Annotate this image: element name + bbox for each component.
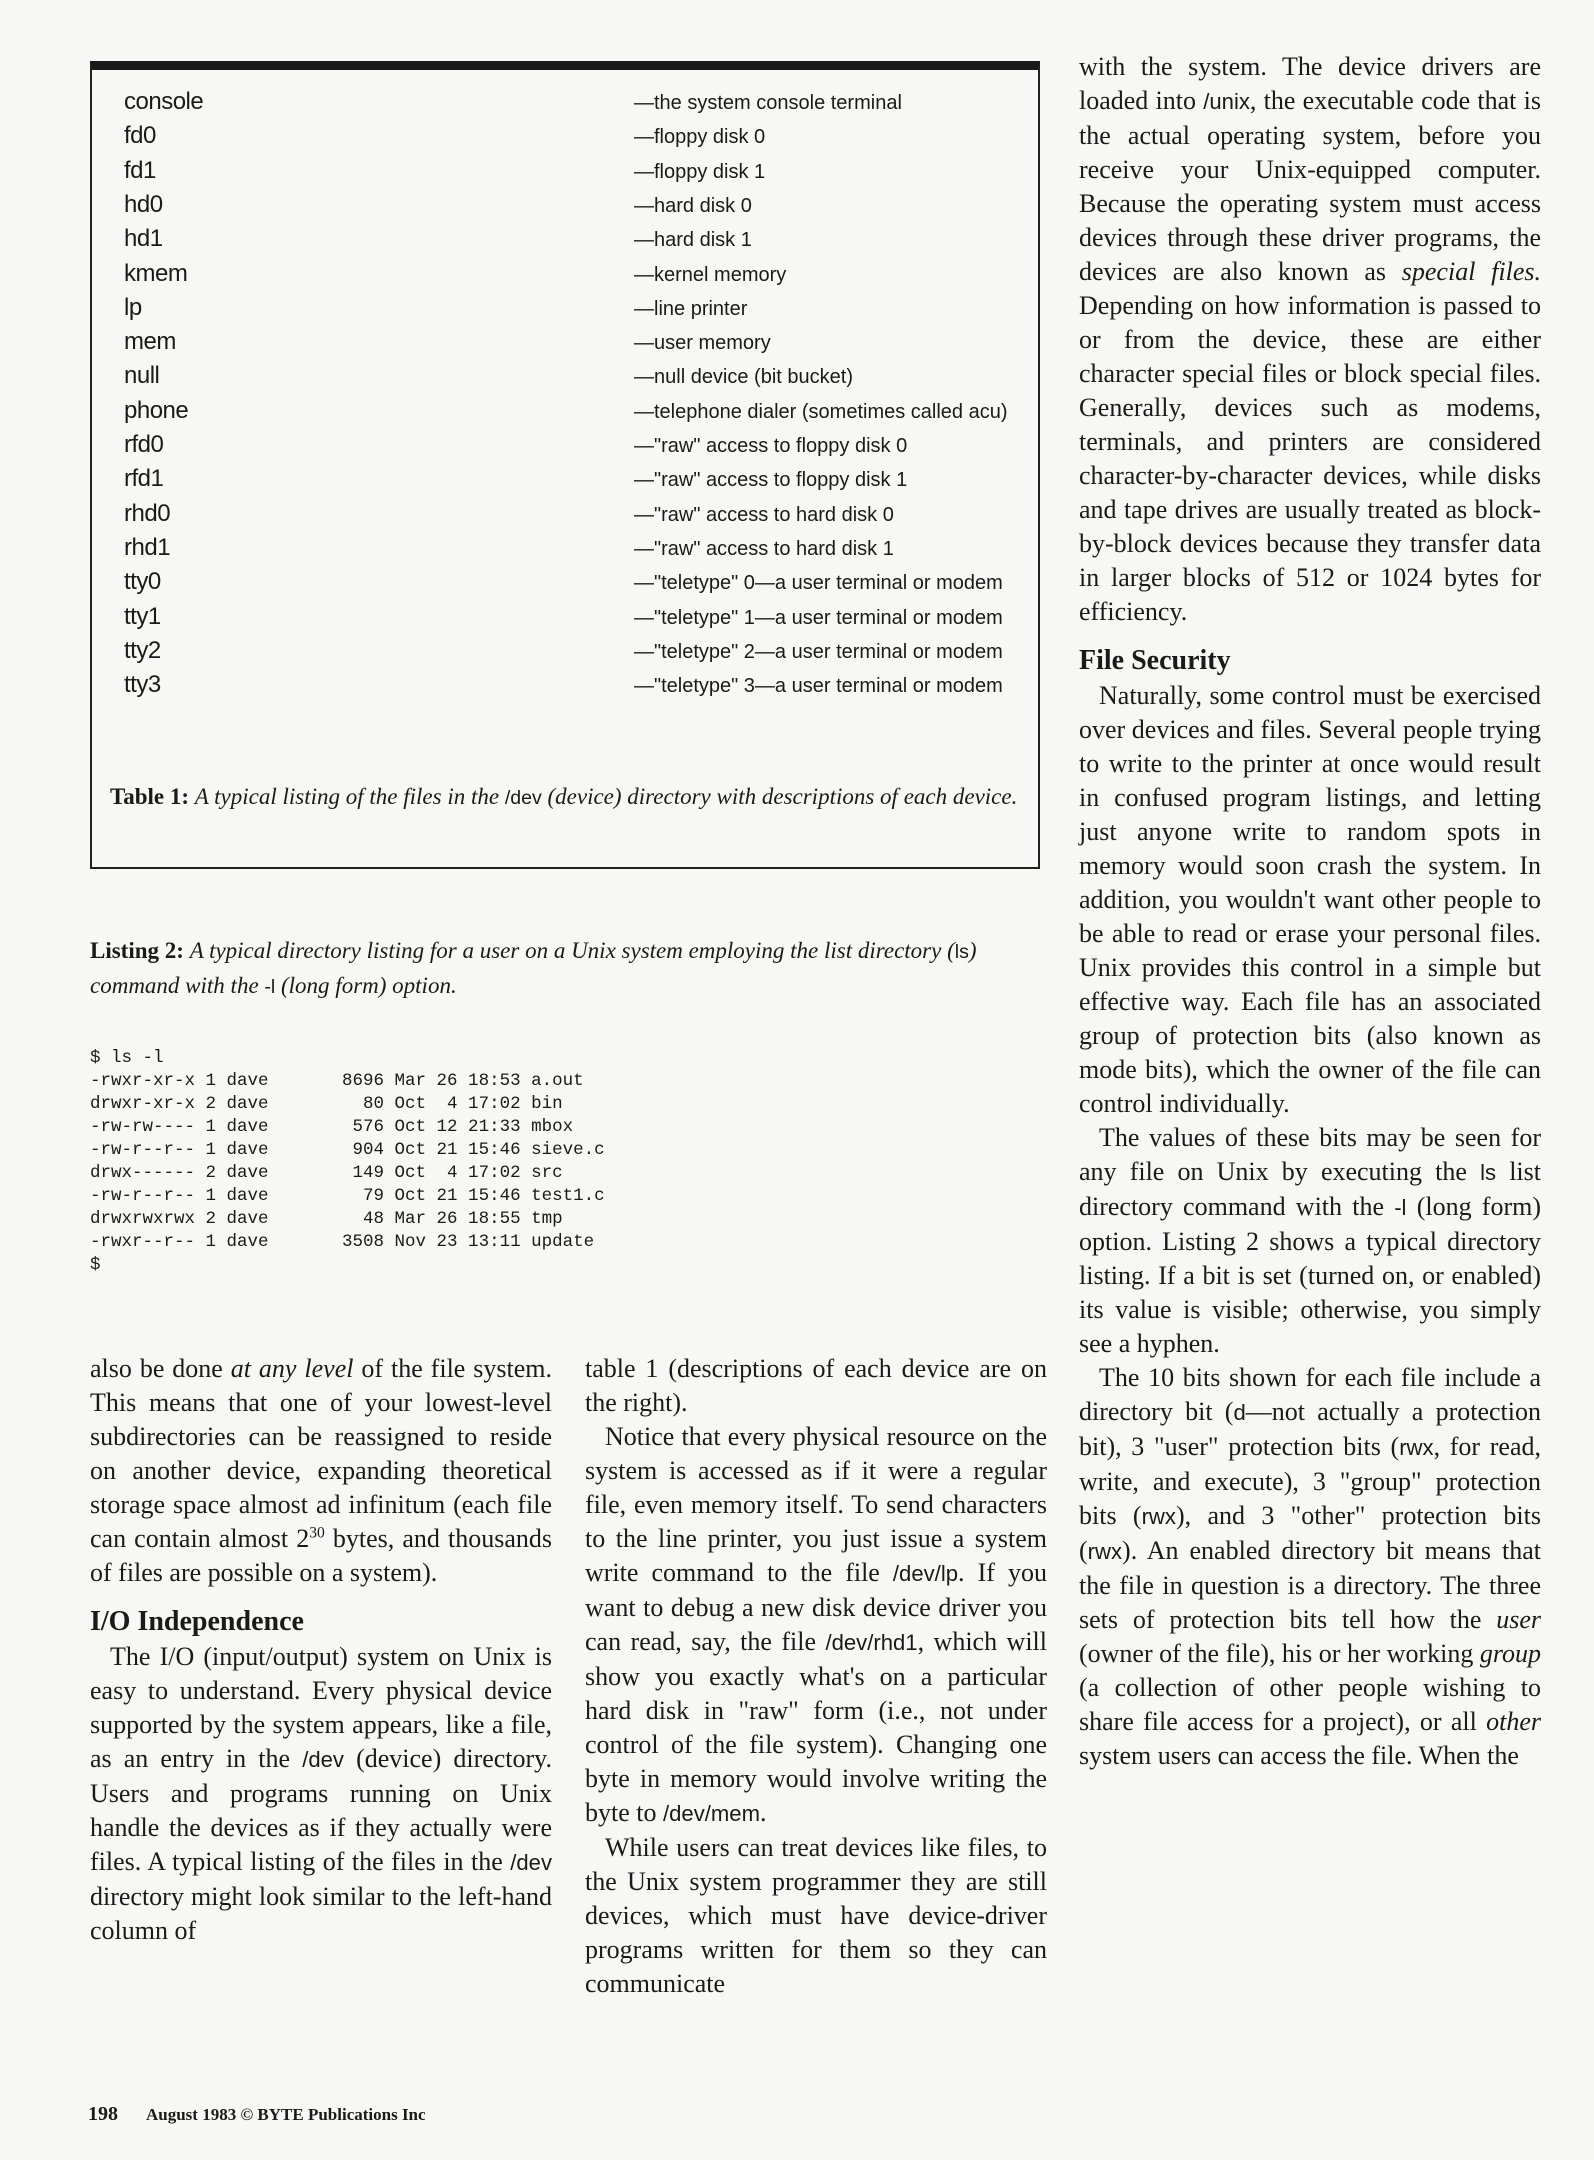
text-run: /dev/rhd1 bbox=[825, 1630, 918, 1655]
text-run: /unix bbox=[1203, 89, 1250, 114]
paragraph bbox=[585, 1420, 1047, 1831]
device-description: —"teletype" 2—a user terminal or modem bbox=[634, 640, 1003, 663]
table-row bbox=[124, 465, 1024, 499]
device-description: —kernel memory bbox=[634, 263, 787, 286]
section-heading bbox=[1079, 643, 1541, 679]
table-row bbox=[124, 637, 1024, 671]
section-heading bbox=[90, 1604, 552, 1640]
table-row bbox=[124, 294, 1024, 328]
paragraph bbox=[585, 1352, 1047, 1420]
table-row bbox=[124, 191, 1024, 225]
device-name: tty2 bbox=[124, 636, 161, 664]
text-run: (owner of the file), his or her working bbox=[1079, 1639, 1480, 1668]
table-1-caption bbox=[110, 780, 1020, 815]
device-name: mem bbox=[124, 328, 176, 356]
device-name: kmem bbox=[124, 259, 188, 287]
listing-2-code bbox=[90, 1047, 605, 1277]
device-name: console bbox=[124, 88, 204, 115]
table-row bbox=[124, 500, 1024, 534]
text-run: rwx bbox=[1087, 1539, 1123, 1564]
paragraph bbox=[1079, 1121, 1541, 1361]
table-row bbox=[124, 88, 1024, 122]
paragraph bbox=[1079, 1361, 1541, 1773]
listing-line: $ ls -l bbox=[90, 1048, 164, 1068]
paragraph bbox=[585, 1831, 1047, 2001]
table-row bbox=[124, 431, 1024, 465]
device-description: —"teletype" 3—a user terminal or modem bbox=[634, 675, 1003, 698]
text-run: /dev bbox=[510, 1850, 552, 1875]
table-row bbox=[124, 534, 1024, 568]
text-run: Listing 2: bbox=[90, 938, 190, 963]
text-run: at any level bbox=[230, 1354, 354, 1383]
text-run: Naturally, some control must be exercised over devices and files. Several people trying to write to the printer at once would result in confused program listings, and letting just anyone write to random spots in memory would soon crash the system. In addition, you wouldn't want other people to be able to read or erase your personal files. Unix provides this control in a simple but effective way. Each file has an associated group of protection bits (also known as mode bits), which the owner of the file can control individually. bbox=[1079, 681, 1541, 1118]
device-name: tty1 bbox=[124, 602, 161, 630]
device-name: tty0 bbox=[124, 568, 161, 596]
text-run: ls bbox=[1480, 1160, 1497, 1185]
page-number: 198 bbox=[88, 2103, 118, 2125]
page-footer bbox=[88, 2103, 426, 2126]
device-description: —line printer bbox=[634, 297, 748, 320]
listing-line: -rw-r--r-- 1 dave 904 Oct 21 15:46 sieve.c bbox=[90, 1140, 605, 1160]
device-name: lp bbox=[124, 293, 142, 321]
text-run: of the file system. This means that one of your lowest-level subdirectories can be reassigned to reside on another device, expanding theoretical storage space almost ad infinitum (each file can contain almost 2 bbox=[90, 1354, 552, 1553]
text-run: Depending on how information is passed to or from the device, these are either character special files or block special files. Generally, devices such as modems, terminals, and printers are considered character-by-character devices, while disks and tape drives are usually treated as block-by-block devices because they transfer data in larger blocks of 512 or 1024 bytes for efficiency. bbox=[1079, 291, 1541, 626]
text-run: File Security bbox=[1079, 645, 1231, 676]
text-run: (a collection of other people wishing to share file access for a project), or all bbox=[1079, 1673, 1541, 1736]
listing-line: $ bbox=[90, 1255, 101, 1275]
device-name: rfd1 bbox=[124, 465, 164, 493]
text-run: /dev bbox=[504, 787, 542, 809]
body-column-3 bbox=[1079, 50, 1541, 1773]
text-run: The I/O (input/output) system on Unix is easy to understand. Every physical device supported by the system appears, like a file, as an entry in the bbox=[90, 1642, 552, 1773]
text-run: (long form) option. bbox=[275, 973, 457, 998]
body-column-2 bbox=[585, 1352, 1047, 2001]
text-run: /dev/lp bbox=[892, 1561, 959, 1586]
device-name: hd0 bbox=[124, 190, 163, 218]
table-row bbox=[124, 568, 1024, 602]
text-run: special files. bbox=[1401, 257, 1541, 286]
listing-2-caption bbox=[90, 934, 1045, 1004]
device-description: —hard disk 1 bbox=[634, 229, 752, 252]
table-row bbox=[124, 397, 1024, 431]
text-run: table 1 (descriptions of each device are on the right). bbox=[585, 1354, 1047, 1417]
text-run: (long form) option. Listing 2 shows a typical directory listing. If a bit is set (turned on, or enabled) its value is visible; otherwise, you simply see a hyphen. bbox=[1079, 1192, 1541, 1358]
text-run: rwx bbox=[1141, 1504, 1176, 1529]
text-run: , for read, write, and execute), 3 "group" protection bits ( bbox=[1079, 1432, 1541, 1530]
text-run: also be done bbox=[90, 1354, 231, 1383]
text-run: , which will show you exactly what's on a particular hard disk in "raw" form (i.e., not under control of the file system). Changing one byte in memory would involve writing the byte to bbox=[585, 1627, 1047, 1827]
text-run: user bbox=[1496, 1605, 1541, 1634]
device-name: rhd1 bbox=[124, 533, 171, 561]
device-description: —null device (bit bucket) bbox=[634, 366, 853, 389]
text-run: The 10 bits shown for each file include a directory bit ( bbox=[1079, 1363, 1541, 1426]
publication-line: August 1983 © BYTE Publications Inc bbox=[146, 2105, 426, 2124]
text-run: , the executable code that is the actual operating system, before you receive your Unix-equipped computer. Because the operating system must access devices through these driver programs, the devices are also known as bbox=[1079, 86, 1541, 286]
text-run: A typical listing of the files in the bbox=[194, 784, 505, 809]
device-description: —floppy disk 0 bbox=[634, 126, 766, 149]
paragraph bbox=[90, 1352, 552, 1590]
table-row bbox=[124, 260, 1024, 294]
device-description: —"raw" access to hard disk 0 bbox=[634, 503, 894, 526]
device-description: —telephone dialer (sometimes called acu) bbox=[634, 400, 1008, 423]
table-row bbox=[124, 122, 1024, 156]
listing-line: drwx------ 2 dave 149 Oct 4 17:02 src bbox=[90, 1163, 563, 1183]
text-run: 30 bbox=[309, 1524, 325, 1542]
text-run: d bbox=[1233, 1400, 1246, 1425]
text-run: directory might look similar to the left-hand column of bbox=[90, 1882, 552, 1945]
table-1 bbox=[90, 61, 1040, 869]
device-name: tty3 bbox=[124, 671, 161, 699]
paragraph bbox=[1079, 679, 1541, 1121]
device-description: —hard disk 0 bbox=[634, 194, 752, 217]
text-run: -l bbox=[1394, 1195, 1407, 1220]
listing-line: -rw-r--r-- 1 dave 79 Oct 21 15:46 test1.c bbox=[90, 1186, 605, 1206]
listing-line: -rwxr--r-- 1 dave 3508 Nov 23 13:11 update bbox=[90, 1232, 595, 1252]
table-row bbox=[124, 362, 1024, 396]
text-run: ls bbox=[954, 941, 969, 963]
device-name: rhd0 bbox=[124, 499, 171, 527]
device-description: —"raw" access to floppy disk 0 bbox=[634, 435, 908, 457]
listing-line: drwxrwxrwx 2 dave 48 Mar 26 18:55 tmp bbox=[90, 1209, 563, 1229]
text-run: with the system. The device drivers are loaded into bbox=[1079, 52, 1541, 115]
device-description: —user memory bbox=[634, 332, 771, 355]
text-run: The values of these bits may be seen for any file on Unix by executing the bbox=[1079, 1123, 1541, 1186]
text-run: . bbox=[760, 1798, 767, 1827]
text-run: . If you want to debug a new disk device driver you can read, say, the file bbox=[585, 1558, 1047, 1656]
device-description: —the system console terminal bbox=[634, 92, 902, 114]
text-run: ), and 3 "other" protection bits ( bbox=[1079, 1501, 1541, 1565]
body-column-1 bbox=[90, 1352, 552, 1948]
device-description: —floppy disk 1 bbox=[634, 160, 766, 183]
listing-line: -rwxr-xr-x 1 dave 8696 Mar 26 18:53 a.out bbox=[90, 1071, 584, 1091]
text-run: Notice that every physical resource on the system is accessed as if it were a regular file, even memory itself. To send characters to the line printer, you just issue a system write command to the file bbox=[585, 1422, 1047, 1587]
listing-line: -rw-rw---- 1 dave 576 Oct 12 21:33 mbox bbox=[90, 1117, 574, 1137]
text-run: Table 1: bbox=[110, 784, 195, 809]
text-run: other bbox=[1486, 1707, 1541, 1736]
listing-line: drwxr-xr-x 2 dave 80 Oct 4 17:02 bin bbox=[90, 1094, 563, 1114]
device-name: null bbox=[124, 362, 160, 390]
device-name: fd1 bbox=[124, 156, 156, 184]
text-run: I/O Independence bbox=[90, 1606, 304, 1637]
device-description: —"teletype" 0—a user terminal or modem bbox=[634, 572, 1003, 595]
text-run: /dev bbox=[302, 1747, 344, 1772]
table-row bbox=[124, 603, 1024, 637]
text-run: ) command with the bbox=[90, 938, 977, 998]
table-row bbox=[124, 671, 1024, 705]
device-description: —"raw" access to hard disk 1 bbox=[634, 537, 894, 560]
text-run: -l bbox=[264, 976, 276, 998]
text-run: system users can access the file. When the bbox=[1079, 1741, 1519, 1770]
device-description: —"raw" access to floppy disk 1 bbox=[634, 469, 908, 492]
text-run: list directory command with the bbox=[1079, 1157, 1541, 1221]
device-name: fd0 bbox=[124, 122, 156, 150]
text-run: A typical directory listing for a user on a Unix system employing the list directory ( bbox=[189, 938, 955, 963]
device-name: phone bbox=[124, 396, 189, 424]
paragraph bbox=[1079, 50, 1541, 629]
table-row bbox=[124, 225, 1024, 259]
text-run: —not actually a protection bit), 3 "user" protection bits ( bbox=[1079, 1397, 1541, 1461]
text-run: (device) directory with descriptions of each device. bbox=[541, 784, 1018, 809]
text-run: While users can treat devices like files, to the Unix system programmer they are still devices, which must have device-driver programs written for them so they can communicate bbox=[585, 1833, 1047, 1998]
paragraph bbox=[90, 1640, 552, 1948]
text-run: group bbox=[1479, 1639, 1541, 1668]
device-name: hd1 bbox=[124, 225, 163, 253]
text-run: bytes, and thousands of files are possible on a system). bbox=[90, 1524, 553, 1587]
device-description: —"teletype" 1—a user terminal or modem bbox=[634, 606, 1003, 629]
text-run: ). An enabled directory bit means that the file in question is a directory. The three sets of protection bits tell how the bbox=[1079, 1536, 1541, 1634]
table-row bbox=[124, 328, 1024, 362]
device-name: rfd0 bbox=[124, 431, 164, 458]
text-run: (device) directory. Users and programs running on Unix handle the devices as if they actually were files. A typical listing of the files in the bbox=[90, 1744, 552, 1876]
text-run: rwx bbox=[1399, 1435, 1434, 1460]
text-run: /dev/mem bbox=[663, 1801, 760, 1826]
table-row bbox=[124, 157, 1024, 191]
